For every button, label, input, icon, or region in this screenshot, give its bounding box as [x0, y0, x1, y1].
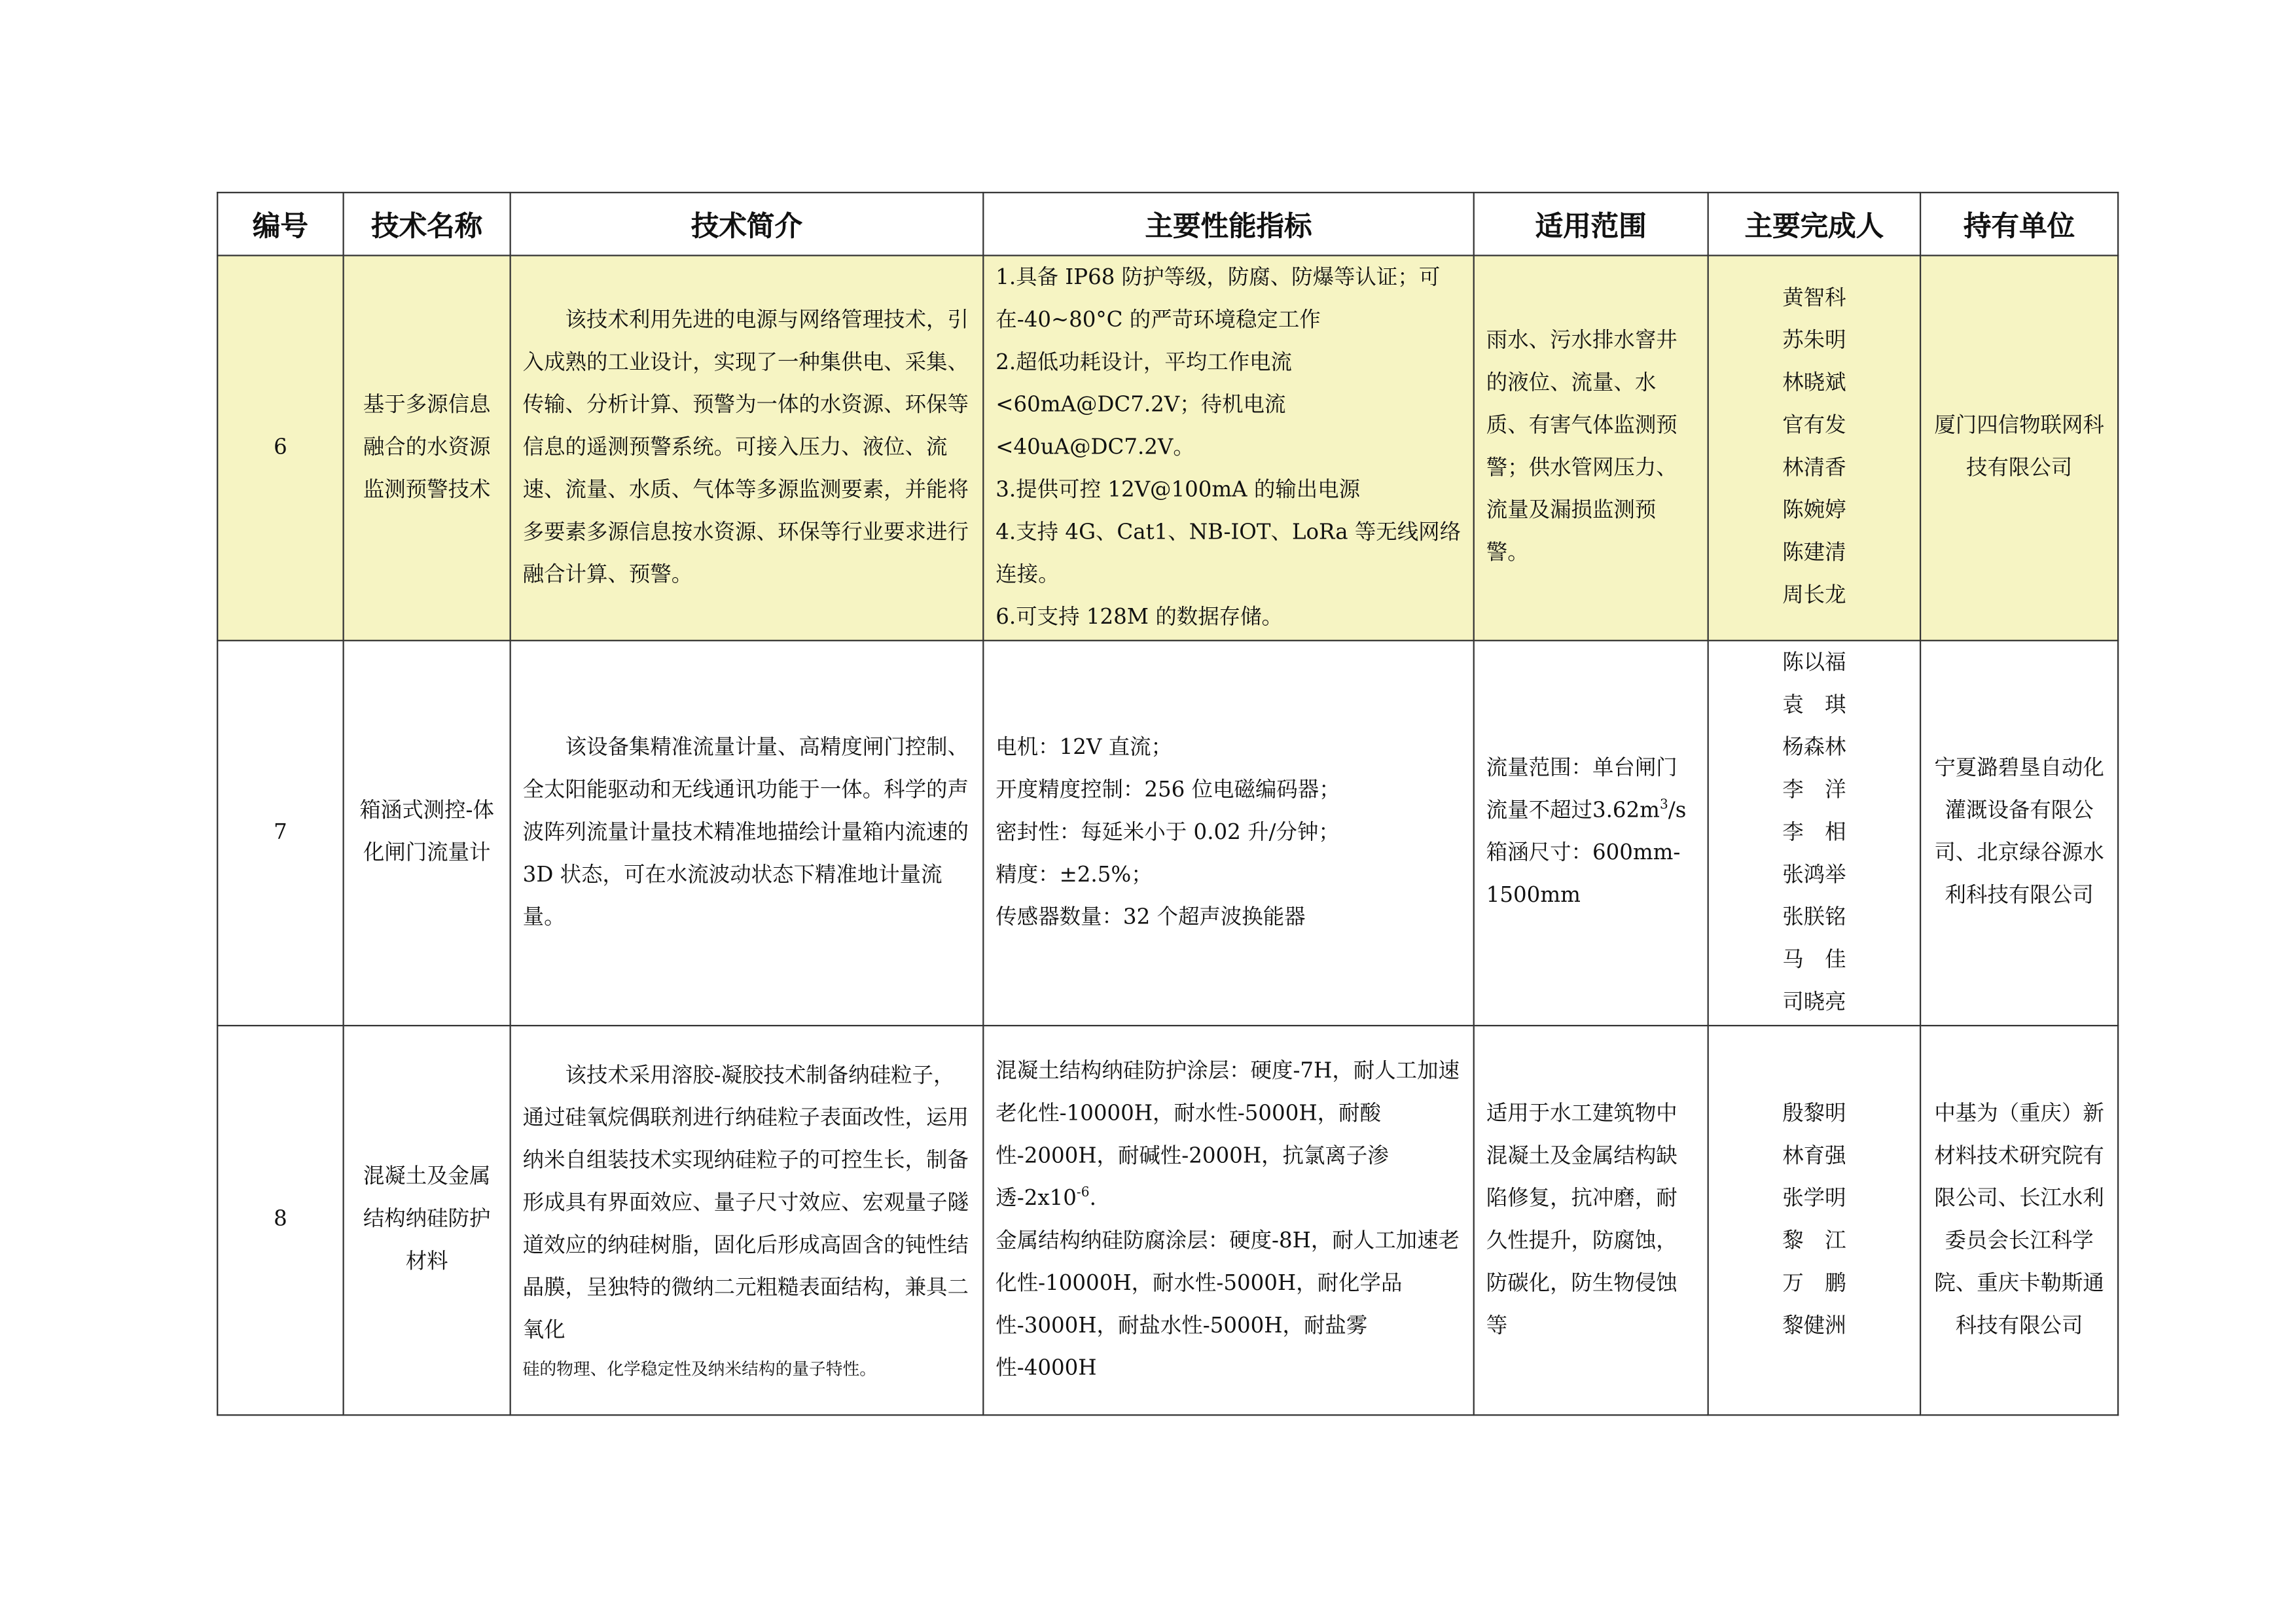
person: 陈以福 — [1782, 651, 1846, 675]
row-people — [1708, 1026, 1920, 1415]
person: 黎健洲 — [1782, 1313, 1846, 1338]
person: 万 鹏 — [1782, 1272, 1846, 1295]
row-name: 混凝土及金属结构纳硅防护材料 — [344, 1026, 511, 1415]
person: 黎 江 — [1782, 1229, 1846, 1253]
row-scope: 雨水、污水排水窨井的液位、流量、水质、有害气体监测预警；供水管网压力、流量及漏损监测预警。 — [1474, 255, 1708, 640]
table-header-row — [217, 192, 2118, 255]
header-name: 技术名称 — [344, 192, 511, 255]
row-id: 6 — [217, 255, 343, 640]
header-scope: 适用范围 — [1474, 192, 1708, 255]
person: 苏朱明 — [1782, 329, 1846, 353]
indicators-text: 1.具备 IP68 防护等级，防腐、防爆等认证；可在-40~80°C 的严苛环境稳定工作 2.超低功耗设计，平均工作电流<60mA@DC7.2V；待机电流<40uA@DC7.2V。 3.提供可控 12V@100mA 的输出电源 4.支持 4G、Cat1、NB-IOT、LoRa 等无线网络连接。 6.可支持 128M 的数据存储。 — [996, 266, 1462, 629]
row-people — [1708, 255, 1920, 640]
person: 马 佳 — [1782, 948, 1846, 972]
row-intro — [511, 641, 984, 1026]
scope-unit: /s — [1668, 799, 1687, 823]
person: 杨森林 — [1782, 736, 1846, 759]
row-name: 基于多源信息融合的水资源监测预警技术 — [344, 255, 511, 640]
indicators-period: . — [1089, 1186, 1096, 1211]
person: 李 洋 — [1782, 778, 1846, 802]
row-name: 箱涵式测控-体化闸门流量计 — [344, 641, 511, 1026]
row-owner: 中基为（重庆）新材料技术研究院有限公司、长江水利委员会长江科学院、重庆卡勒斯通科技有限公司 — [1920, 1026, 2118, 1415]
scope-culvert-size: 箱涵尺寸：600mm-1500mm — [1486, 842, 1681, 908]
row-people — [1708, 641, 1920, 1026]
person: 李 相 — [1782, 820, 1846, 844]
person: 陈建清 — [1782, 541, 1846, 565]
table-row — [217, 255, 2118, 640]
person: 张朕铭 — [1782, 905, 1846, 929]
intro-text: 该设备集精准流量计量、高精度闸门控制、全太阳能驱动和无线通讯功能于一体。科学的声波阵列流量计量技术精准地描绘计量箱内流速的3D 状态，可在水流波动状态下精准地计量流量。 — [522, 736, 969, 929]
person: 林晓斌 — [1782, 372, 1846, 396]
technology-table — [217, 192, 2119, 1416]
indicators-text: 电机：12V 直流； 开度精度控制：256 位电磁编码器； 密封性：每延米小于 0.02 升/分钟； 精度：±2.5%； 传感器数量：32 个超声波换能器 — [996, 736, 1340, 929]
row-intro — [511, 255, 984, 640]
scope-superscript: 3 — [1659, 798, 1668, 813]
row-scope: 适用于水工建筑物中混凝土及金属结构缺陷修复，抗冲磨，耐久性提升，防腐蚀，防碳化，防生物侵蚀等 — [1474, 1026, 1708, 1415]
header-indicators: 主要性能指标 — [983, 192, 1473, 255]
header-intro: 技术简介 — [511, 192, 984, 255]
row-intro — [511, 1026, 984, 1415]
person: 官有发 — [1782, 414, 1846, 438]
row-owner: 宁夏潞碧垦自动化灌溉设备有限公司、北京绿谷源水利科技有限公司 — [1920, 641, 2118, 1026]
scope-range: 流量范围：单台闸门流量不超过3.62m — [1486, 757, 1677, 823]
person: 周长龙 — [1782, 584, 1846, 608]
row-owner: 厦门四信物联网科技有限公司 — [1920, 255, 2118, 640]
person: 林育强 — [1782, 1144, 1846, 1168]
header-id: 编号 — [217, 192, 343, 255]
header-owner: 持有单位 — [1920, 192, 2118, 255]
row-scope — [1474, 641, 1708, 1026]
row-indicators — [983, 1026, 1473, 1415]
person: 张学明 — [1782, 1186, 1846, 1211]
person: 张鸿举 — [1782, 863, 1846, 887]
table-row — [217, 1026, 2118, 1415]
intro-text: 该技术采用溶胶-凝胶技术制备纳硅粒子，通过硅氧烷偶联剂进行纳硅粒子表面改性，运用纳米自组装技术实现纳硅粒子的可控生长，制备形成具有界面效应、量子尺寸效应、宏观量子隧道效应的纳硅树脂，固化后形成高固含的钝性结晶膜，呈独特的微纳二元粗糙表面结构，兼具二氧化 — [522, 1064, 969, 1343]
person: 袁 琪 — [1782, 693, 1846, 717]
person: 殷黎明 — [1782, 1101, 1846, 1126]
row-indicators — [983, 641, 1473, 1026]
table-row — [217, 641, 2118, 1026]
row-indicators — [983, 255, 1473, 640]
header-people: 主要完成人 — [1708, 192, 1920, 255]
row-id: 7 — [217, 641, 343, 1026]
intro-text: 该技术利用先进的电源与网络管理技术，引入成熟的工业设计，实现了一种集供电、采集、传输、分析计算、预警为一体的水资源、环保等信息的遥测预警系统。可接入压力、液位、流速、流量、水质、气体等多源监测要素，并能将多要素多源信息按水资源、环保等行业要求进行融合计算、预警。 — [522, 308, 969, 586]
intro-text-small: 硅的物理、化学稳定性及纳米结构的量子特性。 — [522, 1359, 876, 1380]
indicators-metal: 金属结构纳硅防腐涂层：硬度-8H，耐人工加速老化性-10000H，耐水性-5000H，耐化学品性-3000H，耐盐水性-5000H，耐盐雾性-4000H — [996, 1229, 1460, 1380]
person: 黄智科 — [1782, 287, 1846, 311]
row-id: 8 — [217, 1026, 343, 1415]
person: 陈婉婷 — [1782, 499, 1846, 523]
indicators-superscript: -6 — [1076, 1185, 1090, 1200]
person: 林清香 — [1782, 457, 1846, 480]
indicators-concrete: 混凝土结构纳硅防护涂层：硬度-7H，耐人工加速老化性-10000H，耐水性-5000H，耐酸性-2000H，耐碱性-2000H，抗氯离子渗透-2x10 — [996, 1059, 1460, 1211]
person: 司晓亮 — [1782, 990, 1846, 1014]
